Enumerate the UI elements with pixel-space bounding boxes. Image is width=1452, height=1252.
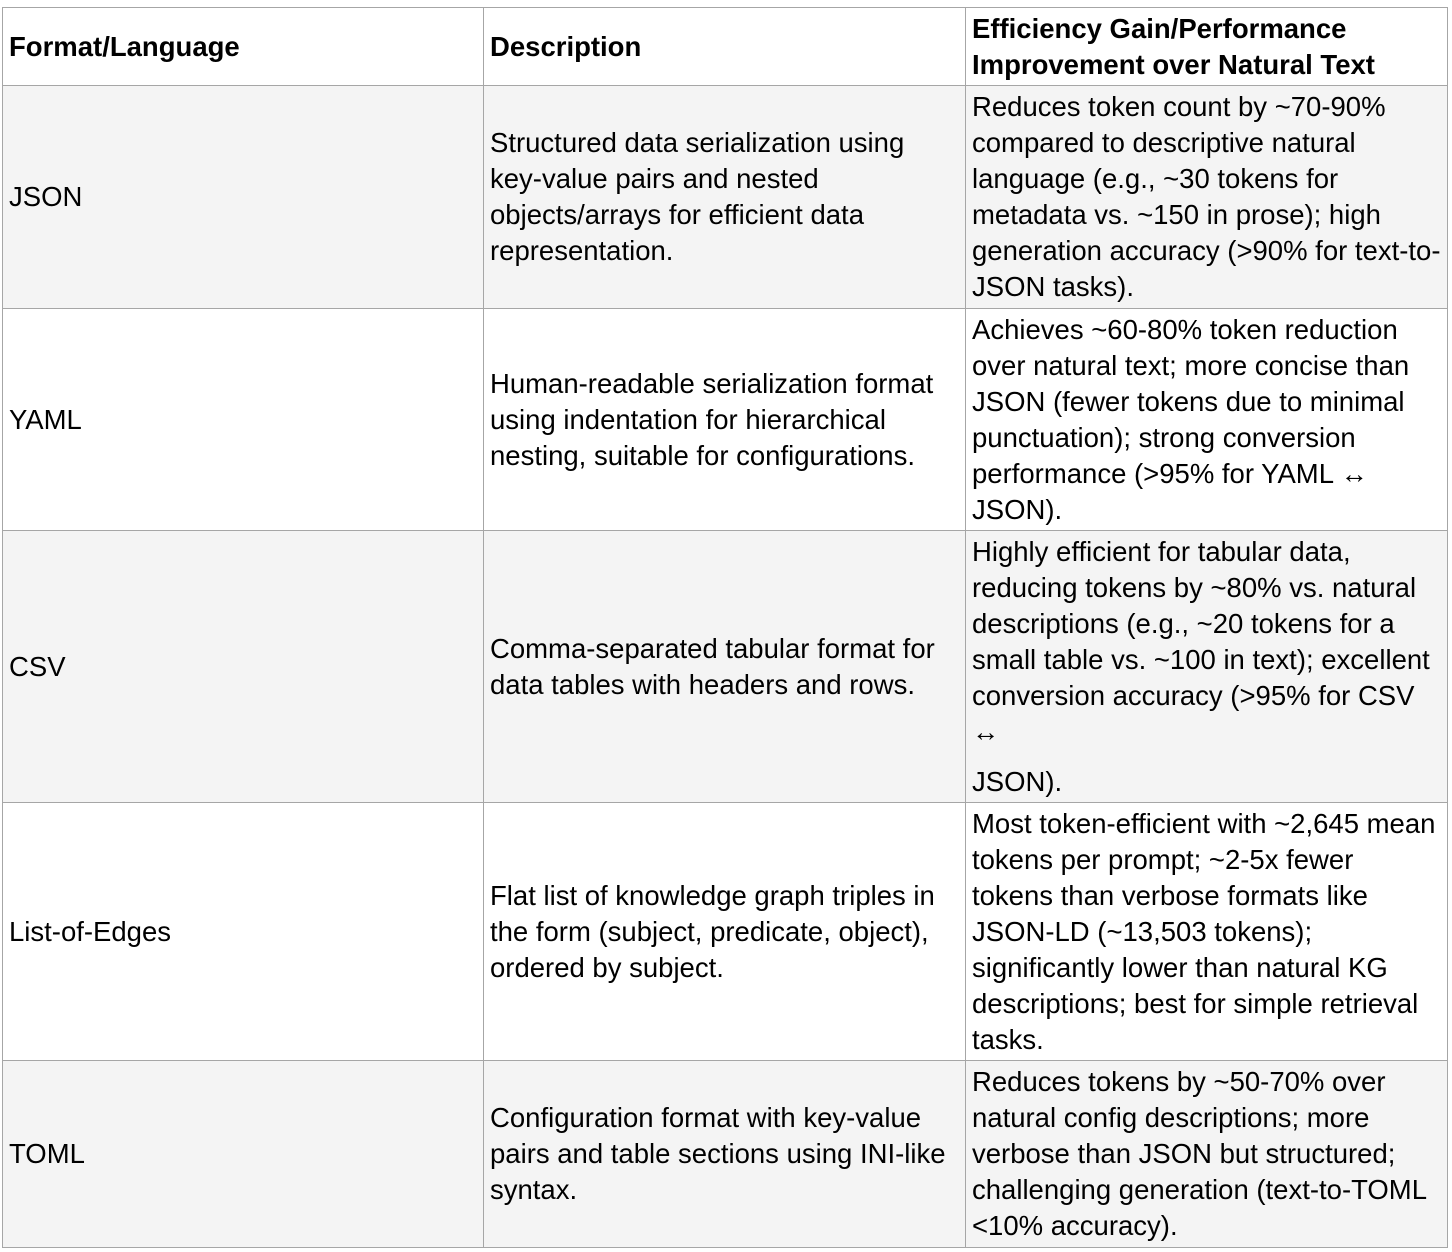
cell-efficiency: Most token-efficient with ~2,645 mean tokens per prompt; ~2-5x fewer tokens than verbose formats like JSON-LD (~13,503 tokens); significantly lower than natural KG descriptions; best for simple retrieval tasks.: [966, 803, 1448, 1061]
header-efficiency-gain: Efficiency Gain/Performance Improvement over Natural Text: [966, 8, 1448, 86]
cell-efficiency: [966, 531, 1448, 803]
cell-format: JSON: [3, 86, 484, 309]
cell-efficiency: Reduces token count by ~70-90% compared to descriptive natural language (e.g., ~30 tokens for metadata vs. ~150 in prose); high generation accuracy (>90% for text-to-JSON tasks).: [966, 86, 1448, 309]
cell-description: Comma-separated tabular format for data tables with headers and rows.: [484, 531, 966, 803]
table-row-json: [3, 86, 1448, 309]
cell-efficiency-text: Highly efficient for tabular data, reducing tokens by ~80% vs. natural descriptions (e.g., ~20 tokens for a small table vs. ~100 in text); excellent conversion accuracy (>95% for CSV ↔: [972, 535, 1430, 747]
cell-description: Configuration format with key-value pairs and table sections using INI-like syntax.: [484, 1061, 966, 1248]
format-comparison-table: [2, 7, 1448, 1248]
table-row-yaml: [3, 309, 1448, 531]
cell-efficiency: Achieves ~60-80% token reduction over natural text; more concise than JSON (fewer tokens due to minimal punctuation); strong conversion performance (>95% for YAML ↔ JSON).: [966, 309, 1448, 531]
cell-format: CSV: [3, 531, 484, 803]
table-row-list-of-edges: [3, 803, 1448, 1061]
table-header-row: [3, 8, 1448, 86]
cell-format: List-of-Edges: [3, 803, 484, 1061]
cell-description: Flat list of knowledge graph triples in the form (subject, predicate, object), ordered by subject.: [484, 803, 966, 1061]
cell-description: Human-readable serialization format using indentation for hierarchical nesting, suitable for configurations.: [484, 309, 966, 531]
header-format-language: Format/Language: [3, 8, 484, 86]
cell-efficiency: Reduces tokens by ~50-70% over natural config descriptions; more verbose than JSON but structured; challenging generation (text-to-TOML <10% accuracy).: [966, 1061, 1448, 1248]
cell-efficiency-tail: JSON).: [972, 765, 1063, 797]
table-row-toml: [3, 1061, 1448, 1248]
cell-description: Structured data serialization using key-value pairs and nested objects/arrays for efficient data representation.: [484, 86, 966, 309]
cell-format: TOML: [3, 1061, 484, 1248]
table-container: [2, 7, 1448, 1248]
table-row-csv: [3, 531, 1448, 803]
header-description: Description: [484, 8, 966, 86]
cell-format: YAML: [3, 309, 484, 531]
